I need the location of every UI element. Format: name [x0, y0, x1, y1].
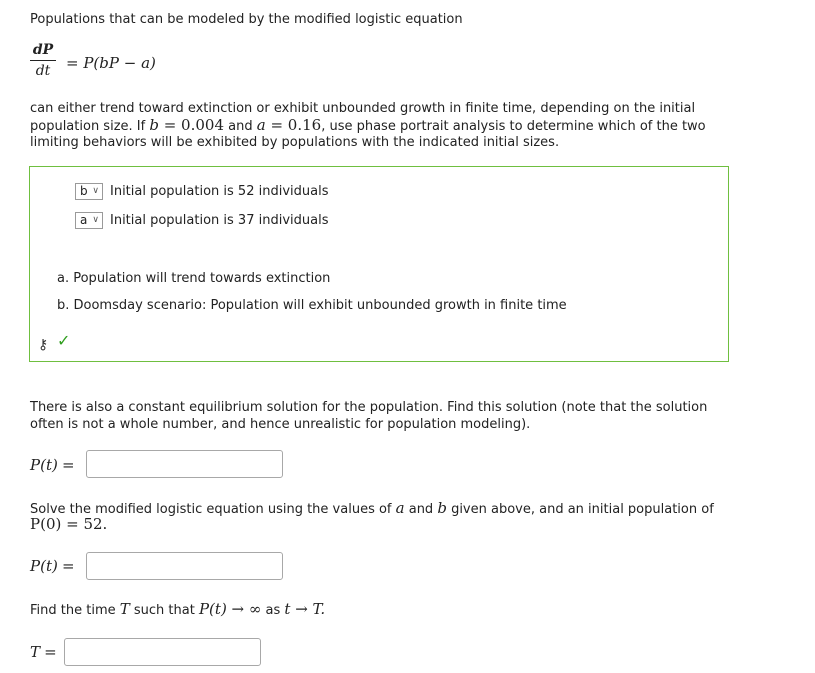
equilibrium-answer-label	[30, 456, 75, 474]
time-answer-label	[30, 643, 57, 661]
description-line-3: limiting behaviors will be exhibited by populations with the indicated initial sizes.	[30, 135, 560, 150]
answer-select-row-2[interactable]	[75, 212, 103, 229]
selected-value: b	[80, 184, 88, 198]
fraction-bar	[30, 60, 56, 61]
row-2-label: Initial population is 37 individuals	[110, 213, 329, 228]
description-text: , use phase portrait analysis to determine which of the two	[321, 119, 706, 134]
equals-sign: =	[44, 643, 57, 661]
option-a: a. Population will trend towards extinction	[57, 271, 331, 286]
time-text: such that	[129, 603, 199, 618]
equation-rhs: = P(bP − a)	[66, 54, 156, 72]
intro-text: Populations that can be modeled by the modified logistic equation	[30, 12, 463, 27]
solve-text: Solve the modified logistic equation using the values of	[30, 502, 396, 517]
checkmark-icon: ✓	[57, 331, 71, 350]
fraction-numerator: dP	[32, 42, 54, 58]
selected-value: a	[80, 213, 88, 227]
description-line-1: can either trend toward extinction or exhibit unbounded growth in finite time, depending on the initial	[30, 101, 696, 116]
time-limit-expression: t → T.	[284, 600, 326, 618]
solution-answer-label	[30, 557, 75, 575]
initial-condition: P(0) = 52.	[30, 515, 108, 533]
option-b: b. Doomsday scenario: Population will exhibit unbounded growth in finite time	[57, 298, 567, 313]
description-text: and	[223, 119, 257, 134]
solve-line-1	[30, 500, 714, 518]
description-line-2	[30, 117, 706, 135]
derivative-fraction	[30, 42, 56, 79]
b-value: = 0.004	[158, 116, 224, 134]
solution-input[interactable]	[86, 552, 283, 580]
fraction-denominator: dt	[35, 63, 51, 79]
t-label: T	[30, 643, 41, 661]
key-icon[interactable]: ⚷	[38, 337, 49, 353]
var-b: b	[437, 499, 447, 517]
limit-expression: P(t) → ∞	[198, 600, 262, 618]
chevron-down-icon: ∨	[92, 215, 99, 225]
row-1-label: Initial population is 52 individuals	[110, 184, 329, 199]
answer-select-row-1[interactable]	[75, 183, 103, 200]
matching-question-box	[29, 166, 729, 362]
time-text: as	[261, 603, 285, 618]
equilibrium-line-1: There is also a constant equilibrium solution for the population. Find this solution (note that the solution	[30, 400, 708, 415]
var-a: a	[395, 499, 405, 517]
equilibrium-input[interactable]	[86, 450, 283, 478]
var-a: a	[256, 116, 266, 134]
time-input[interactable]	[64, 638, 261, 666]
time-question	[30, 601, 325, 619]
var-T: T	[119, 600, 130, 618]
equals-sign: =	[61, 456, 75, 474]
solve-text: given above, and an initial population of	[446, 502, 714, 517]
p-of-t-label: P(t)	[30, 456, 58, 474]
var-b: b	[149, 116, 159, 134]
chevron-down-icon: ∨	[92, 186, 99, 196]
a-value: = 0.16	[265, 116, 322, 134]
description-text: population size. If	[30, 119, 150, 134]
equals-sign: =	[61, 557, 75, 575]
solve-text: and	[404, 502, 438, 517]
time-text: Find the time	[30, 603, 120, 618]
equilibrium-line-2: often is not a whole number, and hence unrealistic for population modeling).	[30, 417, 531, 432]
p-of-t-label: P(t)	[30, 557, 58, 575]
